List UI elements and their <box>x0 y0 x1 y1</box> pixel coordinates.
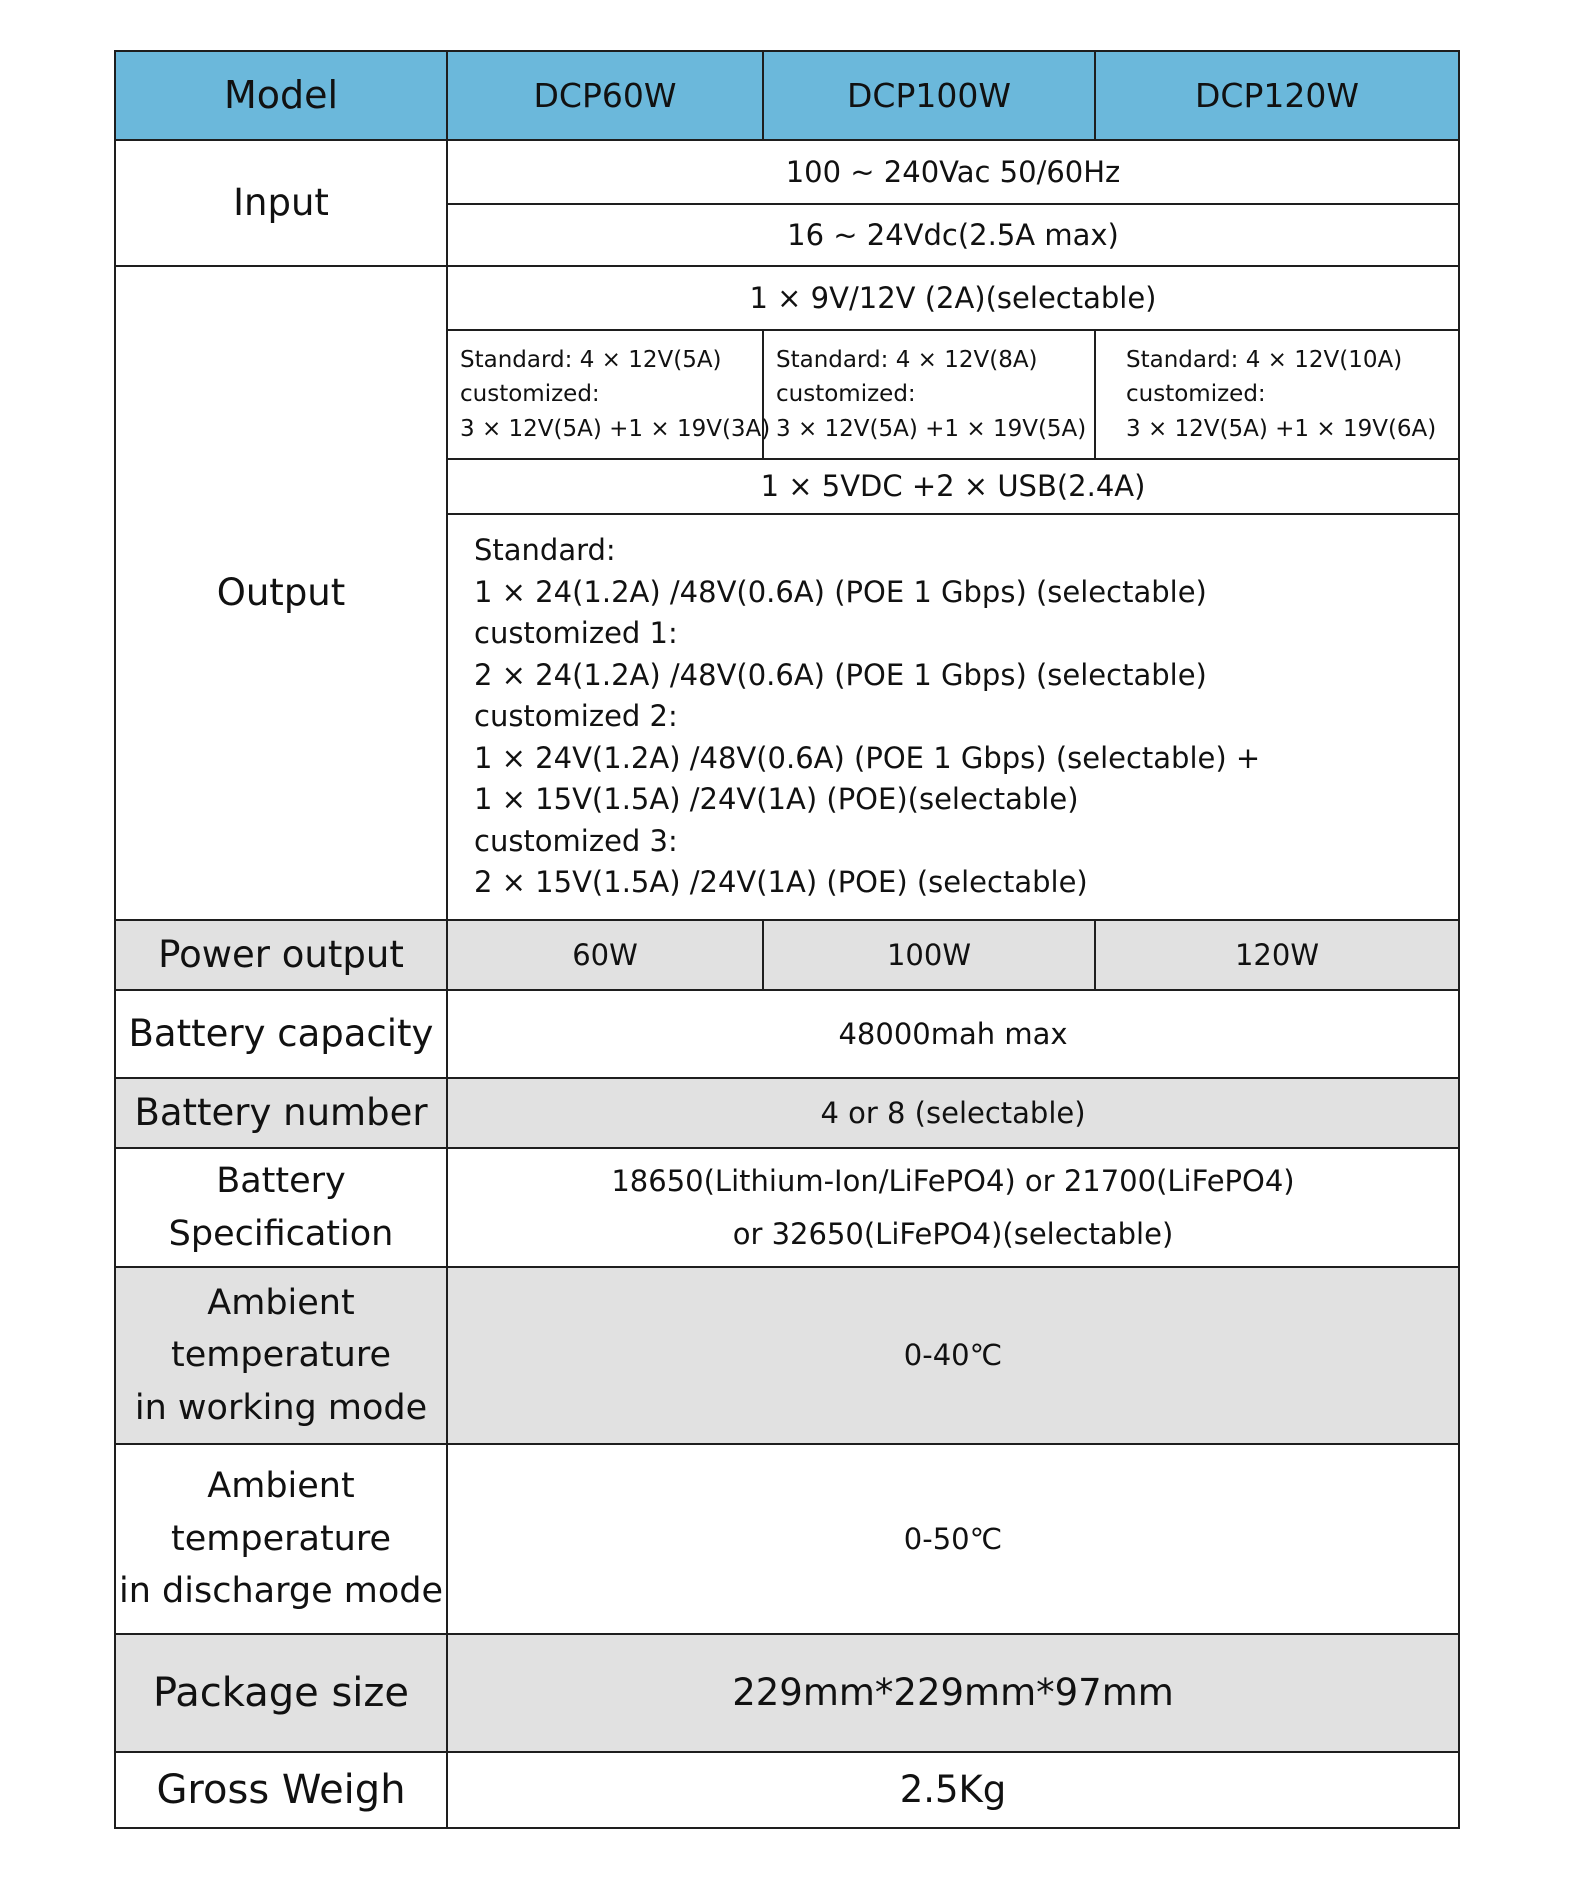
ambient-discharge-label <box>115 1444 447 1634</box>
gross-weigh-row <box>115 1752 1459 1828</box>
label-line: in working mode <box>134 1387 428 1428</box>
standard-line: Standard: 4 × 12V(10A) <box>1126 346 1403 373</box>
power-output-row <box>115 920 1459 990</box>
poe-line: Standard: <box>474 533 616 568</box>
label-line: temperature <box>171 1335 391 1376</box>
battery-number-label: Battery number <box>115 1078 447 1148</box>
poe-line: 2 × 24(1.2A) /48V(0.6A) (POE 1 Gbps) (selectable) <box>474 657 1207 692</box>
battery-capacity-label: Battery capacity <box>115 990 447 1078</box>
output-label: Output <box>115 266 447 920</box>
battery-number-value: 4 or 8 (selectable) <box>447 1078 1459 1148</box>
poe-line: customized 2: <box>474 699 678 734</box>
power-output-dcp120w: 120W <box>1095 920 1459 990</box>
power-output-dcp100w: 100W <box>763 920 1095 990</box>
ambient-discharge-row <box>115 1444 1459 1634</box>
output-row-selectable <box>115 266 1459 330</box>
output-selectable-dc: 1 × 9V/12V (2A)(selectable) <box>447 266 1459 330</box>
model-dcp100w: DCP100W <box>763 51 1095 140</box>
value-line: 18650(Lithium-Ion/LiFePO4) or 21700(LiFePO4) <box>611 1164 1295 1199</box>
output-usb: 1 × 5VDC +2 × USB(2.4A) <box>447 459 1459 514</box>
value-line: or 32650(LiFePO4)(selectable) <box>732 1216 1174 1251</box>
output-dcp120w <box>1095 330 1459 459</box>
poe-line: 2 × 15V(1.5A) /24V(1A) (POE) (selectable) <box>474 865 1088 900</box>
label-line: temperature <box>171 1518 391 1559</box>
package-size-label: Package size <box>115 1634 447 1752</box>
input-ac: 100 ~ 240Vac 50/60Hz <box>447 140 1459 204</box>
model-label: Model <box>115 51 447 140</box>
battery-spec-value <box>447 1148 1459 1267</box>
label-line: in discharge mode <box>119 1571 443 1612</box>
standard-line: Standard: 4 × 12V(5A) <box>460 346 722 373</box>
header-row <box>115 51 1459 140</box>
battery-capacity-row <box>115 990 1459 1078</box>
label-line: Ambient <box>207 1466 355 1507</box>
input-label: Input <box>115 140 447 266</box>
standard-line: Standard: 4 × 12V(8A) <box>776 346 1038 373</box>
output-dcp60w <box>447 330 771 459</box>
label-line: Ambient <box>207 1282 355 1323</box>
poe-line: customized 1: <box>474 616 678 651</box>
power-output-label: Power output <box>115 920 447 990</box>
poe-line: 1 × 24(1.2A) /48V(0.6A) (POE 1 Gbps) (selectable) <box>474 574 1207 609</box>
model-dcp60w: DCP60W <box>447 51 763 140</box>
package-size-value: 229mm*229mm*97mm <box>447 1634 1459 1752</box>
poe-line: 1 × 15V(1.5A) /24V(1A) (POE)(selectable) <box>474 782 1079 817</box>
spec-table <box>114 50 1460 1829</box>
battery-number-row <box>115 1078 1459 1148</box>
gross-weigh-value: 2.5Kg <box>447 1752 1459 1828</box>
gross-weigh-label: Gross Weigh <box>115 1752 447 1828</box>
battery-spec-row <box>115 1148 1459 1267</box>
input-dc: 16 ~ 24Vdc(2.5A max) <box>447 204 1459 266</box>
battery-capacity-value: 48000mah max <box>447 990 1459 1078</box>
label-line: Battery <box>216 1161 346 1201</box>
package-size-row <box>115 1634 1459 1752</box>
customized-line: 3 × 12V(5A) +1 × 19V(5A) <box>776 415 1087 442</box>
customized-label: customized: <box>776 381 916 408</box>
poe-line: customized 3: <box>474 823 678 858</box>
customized-label: customized: <box>460 381 600 408</box>
customized-line: 3 × 12V(5A) +1 × 19V(3A) <box>460 415 771 442</box>
ambient-working-label <box>115 1267 447 1444</box>
customized-label: customized: <box>1126 381 1266 408</box>
model-dcp120w: DCP120W <box>1095 51 1459 140</box>
battery-spec-label <box>115 1148 447 1267</box>
output-dcp100w <box>763 330 1095 459</box>
output-poe <box>447 514 1459 920</box>
ambient-discharge-value: 0-50℃ <box>447 1444 1459 1634</box>
customized-line: 3 × 12V(5A) +1 × 19V(6A) <box>1126 415 1437 442</box>
label-line: Specification <box>168 1213 394 1254</box>
power-output-dcp60w: 60W <box>447 920 763 990</box>
ambient-working-row <box>115 1267 1459 1444</box>
poe-line: 1 × 24V(1.2A) /48V(0.6A) (POE 1 Gbps) (selectable) + <box>474 740 1261 775</box>
input-row-ac <box>115 140 1459 204</box>
ambient-working-value: 0-40℃ <box>447 1267 1459 1444</box>
